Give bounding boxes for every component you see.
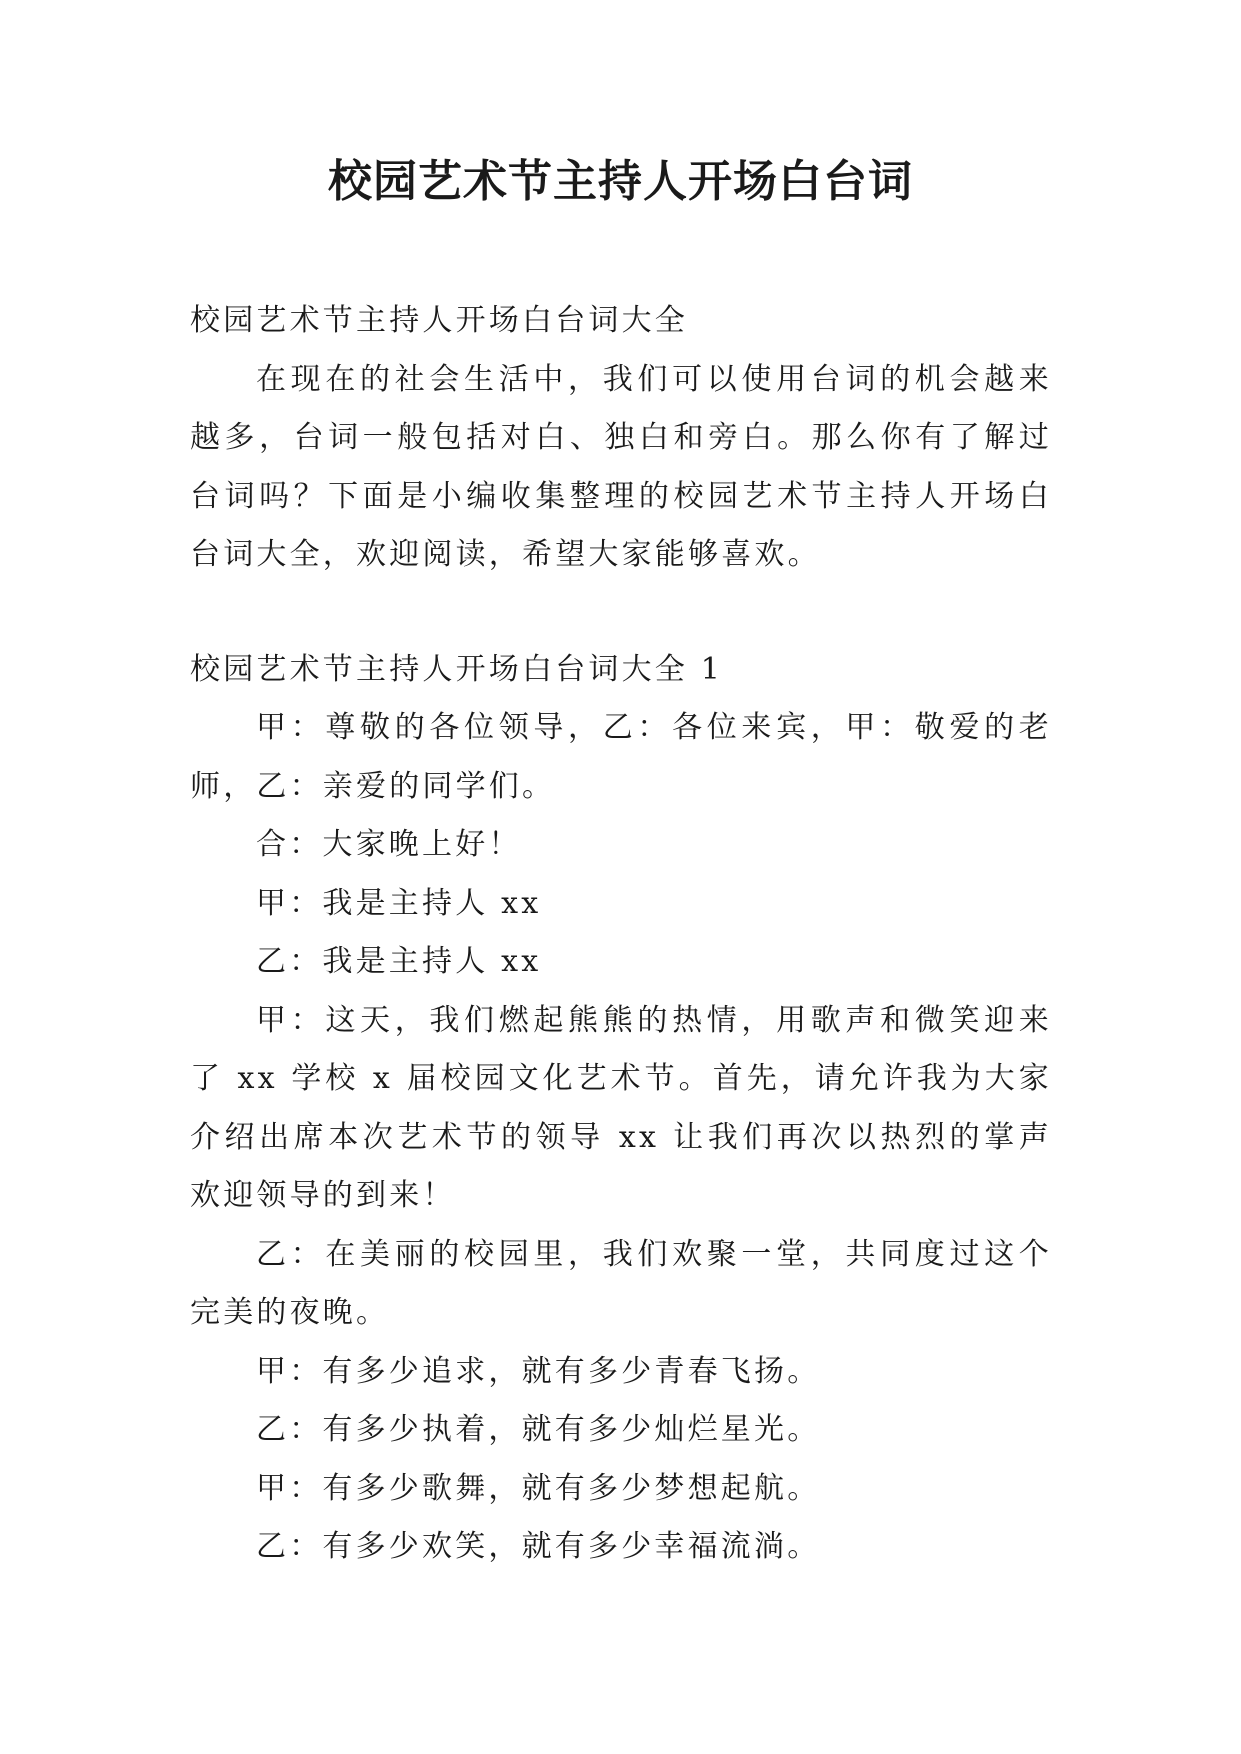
script-line: 乙：在美丽的校园里，我们欢聚一堂，共同度过这个完美的夜晚。 bbox=[190, 1236, 1052, 1330]
script-line: 乙：有多少欢笑，就有多少幸福流淌。 bbox=[256, 1529, 821, 1564]
intro-heading: 校园艺术节主持人开场白台词大全 bbox=[190, 303, 688, 338]
script-line: 乙：有多少执着，就有多少灿烂星光。 bbox=[256, 1412, 821, 1447]
script-line: 甲：我是主持人 xx bbox=[256, 885, 542, 921]
script-line: 甲：尊敬的各位领导，乙：各位来宾，甲：敬爱的老师，乙：亲爱的同学们。 bbox=[190, 710, 1052, 804]
script-line: 甲：有多少歌舞，就有多少梦想起航。 bbox=[256, 1470, 821, 1506]
script-line: 乙：我是主持人 xx bbox=[256, 944, 542, 979]
script-line: 合：大家晚上好！ bbox=[256, 827, 522, 862]
intro-paragraph: 在现在的社会生活中，我们可以使用台词的机会越来越多，台词一般包括对白、独白和旁白。那么你有了解过台词吗？下面是小编收集整理的校园艺术节主持人开场白台词大全，欢迎阅读，希望大家能够喜欢。 bbox=[190, 361, 1052, 572]
script-line: 甲：这天，我们燃起熊熊的热情，用歌声和微笑迎来了 xx 学校 x 届校园文化艺术节。首先，请允许我为大家介绍出席本次艺术节的领导 xx 让我们再次以热烈的掌声欢迎领导的到来！ bbox=[190, 1002, 1052, 1213]
document-title: 校园艺术节主持人开场白台词 bbox=[328, 156, 913, 207]
document-body bbox=[190, 292, 1052, 1577]
script-line: 甲：有多少追求，就有多少青春飞扬。 bbox=[256, 1353, 821, 1389]
section-spacer bbox=[190, 585, 1052, 641]
section-heading: 校园艺术节主持人开场白台词大全 1 bbox=[190, 651, 724, 687]
